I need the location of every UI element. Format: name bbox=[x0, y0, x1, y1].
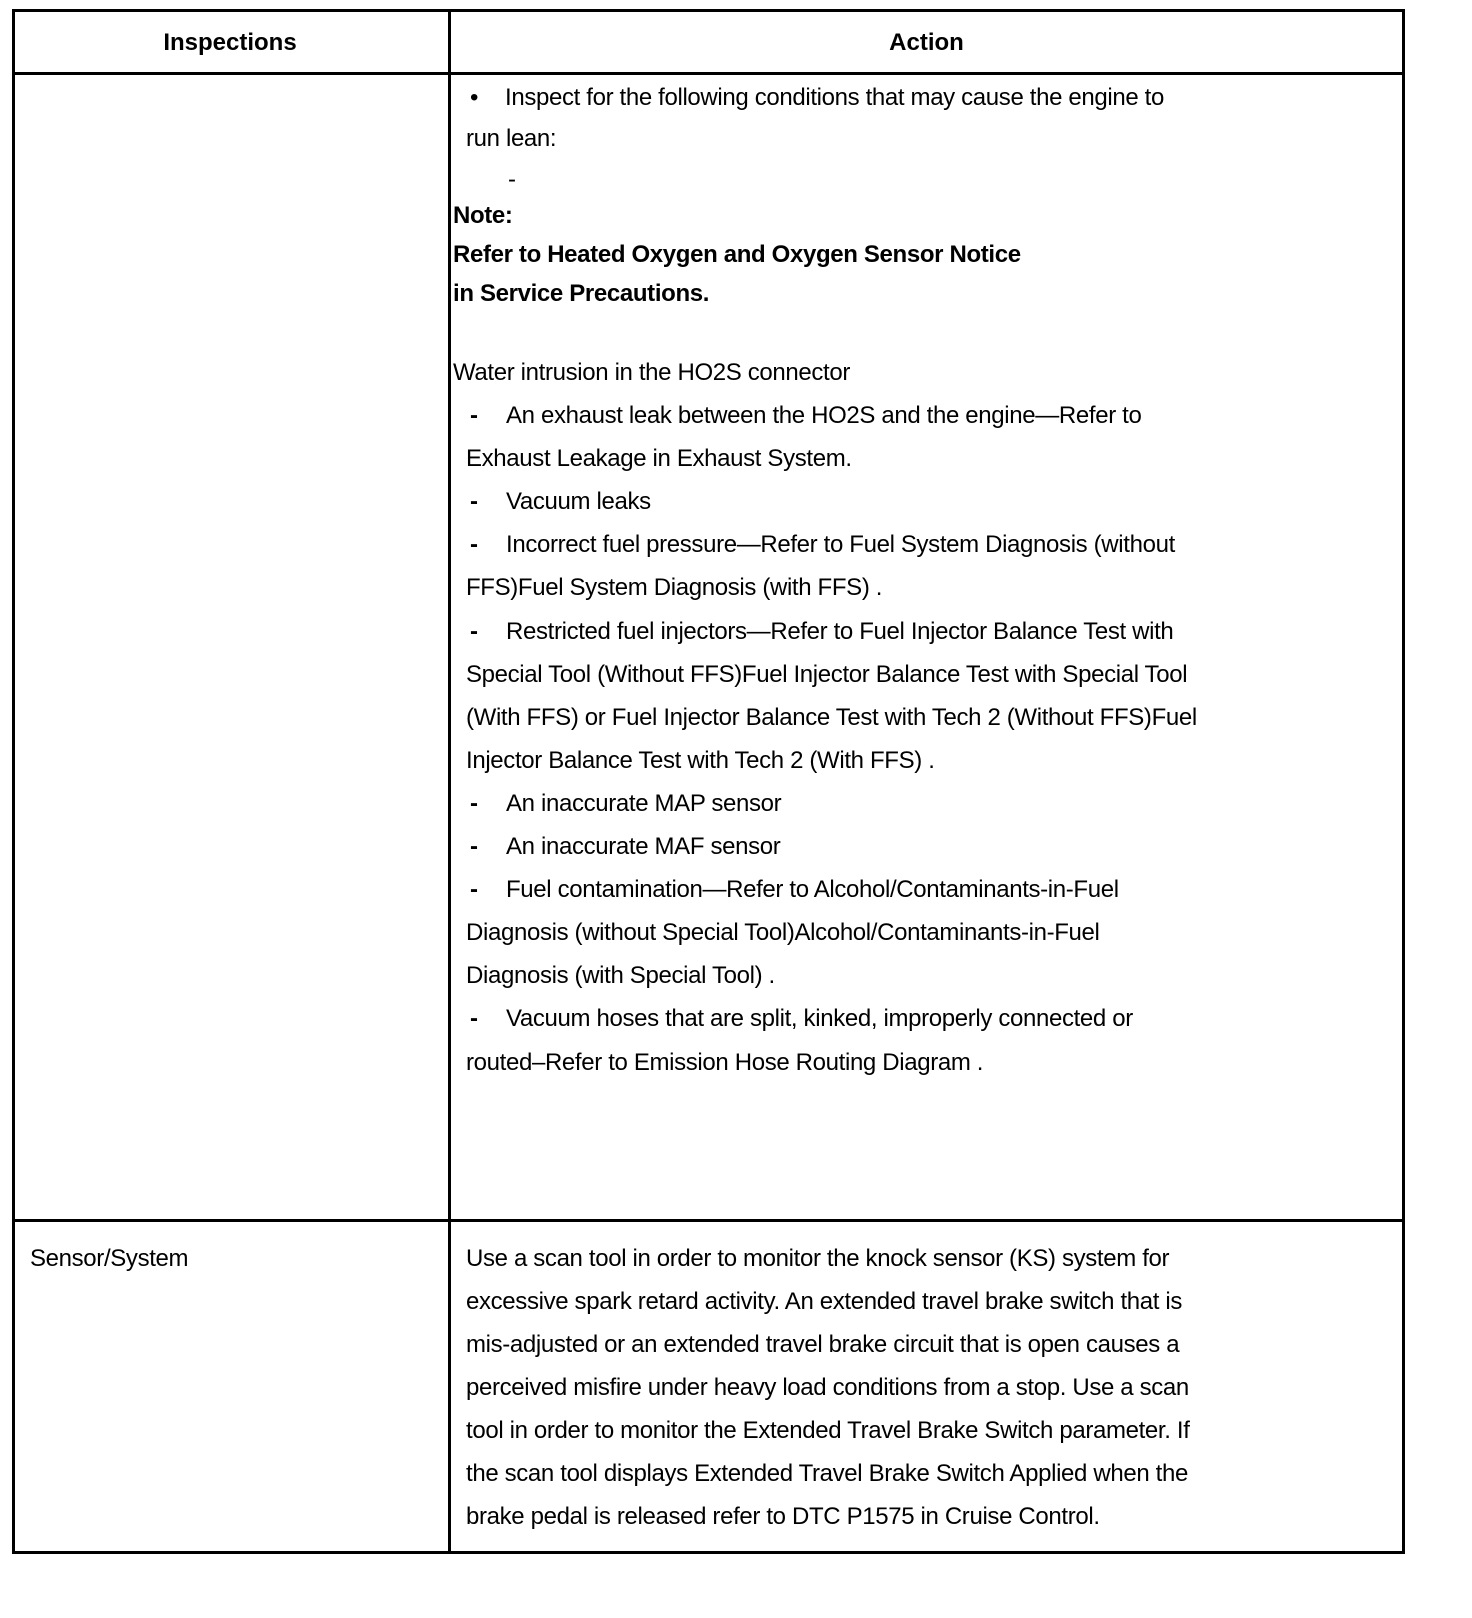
action-line: Use a scan tool in order to monitor the knock sensor (KS) system for bbox=[466, 1245, 1170, 1272]
dash-marker: - bbox=[470, 531, 478, 559]
table-border-left bbox=[12, 9, 15, 1554]
header-divider bbox=[12, 72, 1405, 75]
condition-text: Water intrusion in the HO2S connector bbox=[453, 359, 851, 386]
dash-marker: - bbox=[470, 833, 478, 860]
row-2-inspection: Sensor/System bbox=[30, 1245, 189, 1272]
note-line: Refer to Heated Oxygen and Oxygen Sensor Notice bbox=[453, 241, 1021, 268]
action-line: mis-adjusted or an extended travel brake circuit that is open causes a bbox=[466, 1331, 1180, 1358]
list-item-line: Special Tool (Without FFS)Fuel Injector Balance Test with Special Tool bbox=[466, 660, 1188, 688]
list-item-line: (With FFS) or Fuel Injector Balance Test with Tech 2 (Without FFS)Fuel bbox=[466, 703, 1197, 731]
header-inspections: Inspections bbox=[163, 29, 297, 56]
list-item-line: Injector Balance Test with Tech 2 (With FFS) . bbox=[466, 746, 935, 774]
header-action: Action bbox=[889, 29, 964, 56]
table-border-top bbox=[12, 9, 1405, 12]
action-line: tool in order to monitor the Extended Travel Brake Switch parameter. If bbox=[466, 1417, 1190, 1444]
row-divider bbox=[12, 1219, 1405, 1222]
action-line: the scan tool displays Extended Travel Brake Switch Applied when the bbox=[466, 1460, 1188, 1487]
list-item-line: Diagnosis (with Special Tool) . bbox=[466, 962, 775, 990]
list-item-line: FFS)Fuel System Diagnosis (with FFS) . bbox=[466, 574, 883, 602]
list-item-line: routed–Refer to Emission Hose Routing Diagram . bbox=[466, 1048, 984, 1076]
list-item-line: Vacuum hoses that are split, kinked, improperly connected or bbox=[506, 1005, 1133, 1033]
dash-marker: - bbox=[470, 789, 478, 817]
list-item-line: An exhaust leak between the HO2S and the engine—Refer to bbox=[506, 402, 1142, 429]
list-item-line: Restricted fuel injectors—Refer to Fuel Injector Balance Test with bbox=[506, 617, 1174, 645]
list-item-line: An inaccurate MAP sensor bbox=[506, 789, 782, 817]
intro-line: run lean: bbox=[466, 125, 557, 152]
bullet-icon: • bbox=[470, 84, 479, 111]
action-line: brake pedal is released refer to DTC P1575 in Cruise Control. bbox=[466, 1503, 1100, 1530]
list-item-line: Diagnosis (without Special Tool)Alcohol/Contaminants-in-Fuel bbox=[466, 919, 1100, 947]
list-item-line: Incorrect fuel pressure—Refer to Fuel System Diagnosis (without bbox=[506, 531, 1175, 559]
dash-marker: - bbox=[470, 617, 478, 645]
dash-marker: - bbox=[508, 166, 516, 193]
table-border-right bbox=[1402, 9, 1405, 1554]
list-item-line: Fuel contamination—Refer to Alcohol/Contaminants-in-Fuel bbox=[506, 876, 1119, 904]
dash-marker: - bbox=[470, 1005, 478, 1033]
list-item-line: Vacuum leaks bbox=[506, 488, 651, 516]
note-line: in Service Precautions. bbox=[453, 280, 710, 307]
list-item-line: Exhaust Leakage in Exhaust System. bbox=[466, 445, 852, 473]
action-line: excessive spark retard activity. An extended travel brake switch that is bbox=[466, 1288, 1183, 1315]
table-border-bottom bbox=[12, 1551, 1405, 1554]
intro-line: Inspect for the following conditions that may cause the engine to bbox=[505, 84, 1165, 111]
dash-marker: - bbox=[470, 876, 478, 904]
list-item-line: An inaccurate MAF sensor bbox=[506, 833, 781, 860]
dash-marker: - bbox=[470, 488, 478, 516]
action-line: perceived misfire under heavy load conditions from a stop. Use a scan bbox=[466, 1374, 1189, 1401]
dash-marker: - bbox=[470, 402, 478, 429]
column-divider bbox=[448, 9, 451, 1554]
note-label: Note: bbox=[453, 202, 513, 229]
